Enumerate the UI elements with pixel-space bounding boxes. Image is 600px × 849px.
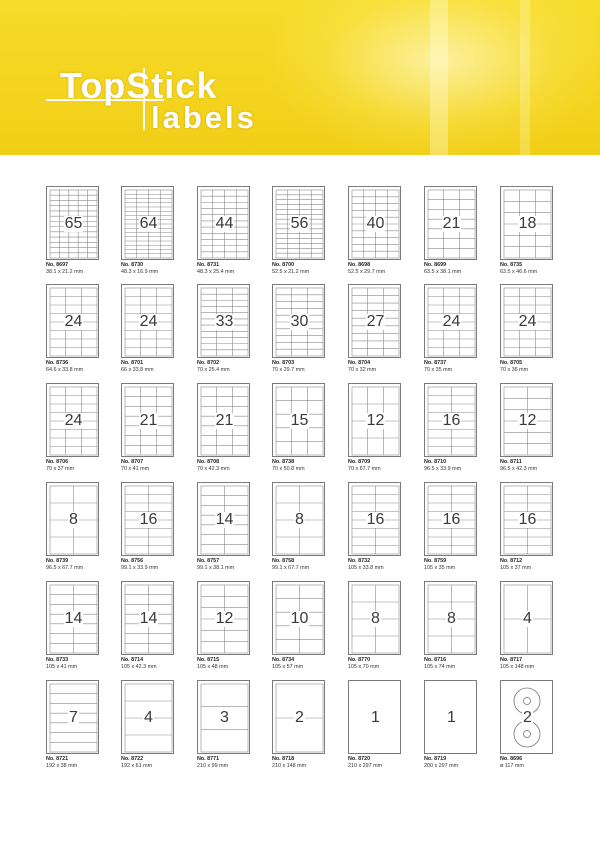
label-sheet-diagram <box>197 581 250 655</box>
label-sheet-diagram <box>121 383 174 457</box>
label-count-wrapper <box>349 384 402 458</box>
label-count-wrapper <box>425 187 478 261</box>
label-sheet-item <box>500 482 562 578</box>
label-sheet-item <box>500 581 562 677</box>
label-sheet-item <box>424 482 486 578</box>
label-sheet-diagram <box>46 186 99 260</box>
label-count-wrapper <box>425 681 478 755</box>
label-sheet-diagram <box>46 284 99 358</box>
label-count-wrapper <box>501 187 554 261</box>
header-banner <box>0 0 600 155</box>
label-count-wrapper <box>198 483 251 557</box>
product-number: No. 8756 <box>121 558 144 564</box>
label-count-wrapper <box>198 582 251 656</box>
label-sheet-item <box>272 284 334 380</box>
label-sheet-item <box>121 581 183 677</box>
label-count: 8 <box>295 511 304 528</box>
label-count: 7 <box>69 709 78 726</box>
label-count: 44 <box>215 215 234 232</box>
label-sheet-item <box>121 680 183 776</box>
header-light-beam <box>430 0 448 155</box>
label-size: 52.5 x 21.2 mm <box>272 269 310 275</box>
label-sheet-item <box>121 186 183 282</box>
label-sheet-diagram <box>121 284 174 358</box>
label-count-wrapper <box>47 384 100 458</box>
label-size: 105 x 33.8 mm <box>348 565 384 571</box>
label-size: 99.1 x 33.9 mm <box>121 565 159 571</box>
label-count-wrapper <box>273 384 326 458</box>
label-count-wrapper <box>122 681 175 755</box>
label-size: 48.3 x 25.4 mm <box>197 269 235 275</box>
product-number: No. 8738 <box>272 459 295 465</box>
product-number: No. 8771 <box>197 756 220 762</box>
label-sheet-diagram <box>424 284 477 358</box>
label-count-wrapper <box>273 187 326 261</box>
label-count-wrapper <box>122 285 175 359</box>
product-number: No. 8719 <box>424 756 447 762</box>
label-sheet-diagram <box>272 186 325 260</box>
label-sheet-diagram <box>500 482 553 556</box>
label-sheet-item <box>424 383 486 479</box>
label-count-wrapper <box>349 285 402 359</box>
product-number: No. 8759 <box>424 558 447 564</box>
label-sheet-item <box>197 581 259 677</box>
label-count-wrapper <box>425 285 478 359</box>
label-count-wrapper <box>501 582 554 656</box>
product-number: No. 8696 <box>500 756 523 762</box>
label-count: 8 <box>447 610 456 627</box>
label-size: 99.1 x 67.7 mm <box>272 565 310 571</box>
label-sheet-diagram <box>500 383 553 457</box>
label-count: 14 <box>139 610 158 627</box>
label-size: 70 x 50.8 mm <box>272 466 305 472</box>
label-sheet-item <box>424 186 486 282</box>
label-count-wrapper <box>425 483 478 557</box>
label-count: 30 <box>290 313 309 330</box>
label-count-wrapper <box>198 681 251 755</box>
product-number: No. 8758 <box>272 558 295 564</box>
label-size: 105 x 70 mm <box>348 664 380 670</box>
header-light-beam <box>520 0 530 155</box>
label-count: 16 <box>139 511 158 528</box>
label-count-wrapper <box>501 681 554 755</box>
label-sheet-diagram <box>272 680 325 754</box>
label-size: 192 x 61 mm <box>121 763 153 769</box>
product-number: No. 8721 <box>46 756 69 762</box>
label-sheet-diagram <box>121 680 174 754</box>
label-size: 70 x 32 mm <box>348 367 377 373</box>
label-size: ø 117 mm <box>500 763 524 769</box>
product-number: No. 8711 <box>500 459 522 465</box>
label-count: 24 <box>442 313 461 330</box>
label-sheet-diagram <box>348 284 401 358</box>
label-size: 105 x 37 mm <box>500 565 532 571</box>
label-count-wrapper <box>47 582 100 656</box>
label-count: 15 <box>290 412 309 429</box>
product-number: No. 8706 <box>46 459 69 465</box>
label-sheet-diagram <box>500 284 553 358</box>
label-sheet-item <box>424 680 486 776</box>
label-sheet-diagram <box>348 383 401 457</box>
label-count-wrapper <box>273 483 326 557</box>
label-size: 105 x 42.3 mm <box>121 664 157 670</box>
label-count-wrapper <box>501 285 554 359</box>
label-sheet-item <box>46 383 108 479</box>
label-sheet-item <box>500 284 562 380</box>
label-size: 70 x 37 mm <box>46 466 75 472</box>
product-number: No. 8737 <box>424 360 447 366</box>
label-sheet-diagram <box>424 186 477 260</box>
label-count-wrapper <box>198 187 251 261</box>
product-number: No. 8712 <box>500 558 523 564</box>
label-sheet-diagram <box>121 482 174 556</box>
product-number: No. 8703 <box>272 360 295 366</box>
label-count-wrapper <box>47 483 100 557</box>
product-number: No. 8732 <box>348 558 371 564</box>
label-sheet-item <box>348 581 410 677</box>
label-sheet-diagram <box>197 186 250 260</box>
label-sheet-item <box>500 383 562 479</box>
label-sheet-diagram <box>272 383 325 457</box>
label-size: 70 x 36 mm <box>500 367 529 373</box>
label-count-wrapper <box>349 483 402 557</box>
product-number: No. 8704 <box>348 360 371 366</box>
label-sheet-item <box>272 482 334 578</box>
product-number: No. 8736 <box>46 360 69 366</box>
label-count: 21 <box>442 215 461 232</box>
label-count: 33 <box>215 313 234 330</box>
label-sheet-diagram <box>348 680 401 754</box>
label-sheet-item <box>46 581 108 677</box>
label-size: 96.5 x 67.7 mm <box>46 565 84 571</box>
label-count: 12 <box>215 610 234 627</box>
label-count-wrapper <box>198 384 251 458</box>
product-number: No. 8717 <box>500 657 523 663</box>
label-sheet-diagram <box>424 482 477 556</box>
label-count: 16 <box>442 511 461 528</box>
label-count-wrapper <box>501 483 554 557</box>
label-count-wrapper <box>273 285 326 359</box>
label-size: 66 x 33.8 mm <box>121 367 154 373</box>
label-size: 210 x 99 mm <box>197 763 229 769</box>
label-count-wrapper <box>349 681 402 755</box>
label-sheet-diagram <box>197 482 250 556</box>
label-count: 14 <box>64 610 83 627</box>
label-size: 70 x 35 mm <box>424 367 453 373</box>
label-sheet-item <box>348 482 410 578</box>
label-count: 14 <box>215 511 234 528</box>
label-count-wrapper <box>501 384 554 458</box>
product-number: No. 8707 <box>121 459 144 465</box>
product-number: No. 8697 <box>46 262 69 268</box>
label-sheet-item <box>500 186 562 282</box>
product-number: No. 8699 <box>424 262 447 268</box>
label-sheet-diagram <box>272 482 325 556</box>
label-count-wrapper <box>425 384 478 458</box>
label-size: 70 x 29.7 mm <box>272 367 305 373</box>
label-sheet-diagram <box>424 680 477 754</box>
label-count: 12 <box>518 412 537 429</box>
label-count: 65 <box>64 215 83 232</box>
label-count-wrapper <box>198 285 251 359</box>
label-size: 96.5 x 33.9 mm <box>424 466 462 472</box>
label-size: 63.5 x 46.6 mm <box>500 269 538 275</box>
label-count: 56 <box>290 215 309 232</box>
label-count: 24 <box>64 412 83 429</box>
label-sheet-diagram <box>348 581 401 655</box>
product-number: No. 8733 <box>46 657 69 663</box>
label-count: 16 <box>442 412 461 429</box>
label-sheet-diagram <box>272 284 325 358</box>
label-sheet-item <box>197 284 259 380</box>
label-sheet-diagram <box>197 284 250 358</box>
label-count: 64 <box>139 215 158 232</box>
label-size: 105 x 57 mm <box>272 664 304 670</box>
product-number: No. 8757 <box>197 558 220 564</box>
label-sheet-item <box>46 482 108 578</box>
label-sheet-item <box>46 284 108 380</box>
label-count-wrapper <box>273 582 326 656</box>
label-sheet-item <box>121 383 183 479</box>
label-size: 105 x 35 mm <box>424 565 456 571</box>
label-count: 18 <box>518 215 537 232</box>
label-sheet-diagram <box>348 186 401 260</box>
label-sheet-diagram <box>424 581 477 655</box>
label-sheet-diagram <box>121 186 174 260</box>
label-count-wrapper <box>122 483 175 557</box>
label-count-wrapper <box>122 582 175 656</box>
product-number: No. 8709 <box>348 459 371 465</box>
product-number: No. 8731 <box>197 262 220 268</box>
product-number: No. 8770 <box>348 657 371 663</box>
product-number: No. 8701 <box>121 360 144 366</box>
label-size: 105 x 148 mm <box>500 664 535 670</box>
label-count: 24 <box>518 313 537 330</box>
label-sheet-diagram <box>272 581 325 655</box>
label-count-wrapper <box>349 187 402 261</box>
label-sheet-diagram <box>197 680 250 754</box>
label-sheet-item <box>348 383 410 479</box>
label-count: 16 <box>366 511 385 528</box>
label-size: 210 x 297 mm <box>348 763 383 769</box>
product-number: No. 8720 <box>348 756 371 762</box>
label-sheet-diagram <box>500 680 553 754</box>
label-sheet-item <box>121 482 183 578</box>
label-sheet-item <box>46 680 108 776</box>
label-sheet-item <box>272 581 334 677</box>
label-size: 70 x 41 mm <box>121 466 150 472</box>
label-count: 40 <box>366 215 385 232</box>
product-number: No. 8716 <box>424 657 447 663</box>
label-sheet-diagram <box>121 581 174 655</box>
label-sheet-item <box>197 186 259 282</box>
product-number: No. 8739 <box>46 558 69 564</box>
label-size: 105 x 74 mm <box>424 664 456 670</box>
label-size: 70 x 25.4 mm <box>197 367 230 373</box>
label-count-wrapper <box>47 187 100 261</box>
label-sheet-diagram <box>197 383 250 457</box>
label-count-wrapper <box>122 384 175 458</box>
label-size: 96.5 x 42.3 mm <box>500 466 538 472</box>
product-number: No. 8715 <box>197 657 220 663</box>
label-sheet-diagram <box>500 186 553 260</box>
brand-title: TopStick <box>60 65 218 106</box>
product-number: No. 8700 <box>272 262 295 268</box>
label-size: 105 x 41 mm <box>46 664 78 670</box>
label-sheet-item <box>348 284 410 380</box>
label-size: 192 x 38 mm <box>46 763 78 769</box>
label-sheet-diagram <box>46 482 99 556</box>
product-number: No. 8718 <box>272 756 295 762</box>
label-sheet-item <box>500 680 562 776</box>
label-count: 8 <box>371 610 380 627</box>
label-sheet-diagram <box>348 482 401 556</box>
label-count-wrapper <box>349 582 402 656</box>
label-sheet-item <box>197 383 259 479</box>
product-number: No. 8730 <box>121 262 144 268</box>
label-count: 2 <box>523 709 532 726</box>
label-count: 21 <box>139 412 158 429</box>
product-number: No. 8722 <box>121 756 144 762</box>
product-number: No. 8734 <box>272 657 295 663</box>
label-count: 24 <box>64 313 83 330</box>
label-count: 4 <box>523 610 532 627</box>
label-sheet-diagram <box>500 581 553 655</box>
label-count: 12 <box>366 412 385 429</box>
label-sheet-item <box>272 680 334 776</box>
label-size: 70 x 67.7 mm <box>348 466 381 472</box>
label-sheet-item <box>272 383 334 479</box>
label-count: 2 <box>295 709 304 726</box>
label-size: 38.1 x 21.2 mm <box>46 269 84 275</box>
label-sheet-item <box>348 186 410 282</box>
product-number: No. 8708 <box>197 459 220 465</box>
label-count-wrapper <box>47 681 100 755</box>
label-count-wrapper <box>122 187 175 261</box>
label-sheet-item <box>46 186 108 282</box>
label-sheet-item <box>197 482 259 578</box>
product-number: No. 8735 <box>500 262 523 268</box>
product-number: No. 8714 <box>121 657 144 663</box>
label-count: 1 <box>371 709 380 726</box>
label-count: 21 <box>215 412 234 429</box>
label-size: 200 x 297 mm <box>424 763 459 769</box>
label-size: 105 x 48 mm <box>197 664 229 670</box>
label-count: 8 <box>69 511 78 528</box>
label-sheet-item <box>424 284 486 380</box>
label-sheet-diagram <box>46 680 99 754</box>
label-size: 70 x 42.3 mm <box>197 466 230 472</box>
label-sheet-diagram <box>46 581 99 655</box>
label-sheet-item <box>197 680 259 776</box>
label-size: 63.5 x 38.1 mm <box>424 269 462 275</box>
label-sheet-item <box>272 186 334 282</box>
product-number: No. 8705 <box>500 360 523 366</box>
label-sheet-item <box>121 284 183 380</box>
label-count: 3 <box>220 709 229 726</box>
label-size: 48.3 x 16.9 mm <box>121 269 159 275</box>
label-count: 10 <box>290 610 309 627</box>
label-count: 4 <box>144 709 153 726</box>
label-size: 64.6 x 33.8 mm <box>46 367 84 373</box>
label-sheet-diagram <box>46 383 99 457</box>
label-size: 52.5 x 29.7 mm <box>348 269 386 275</box>
label-count: 27 <box>366 313 385 330</box>
product-number: No. 8698 <box>348 262 371 268</box>
brand-subtitle: labels <box>151 100 257 135</box>
label-sheet-diagram <box>424 383 477 457</box>
label-count-wrapper <box>425 582 478 656</box>
label-count-wrapper <box>47 285 100 359</box>
label-sheet-item <box>348 680 410 776</box>
label-sheet-item <box>424 581 486 677</box>
label-size: 210 x 148 mm <box>272 763 307 769</box>
product-number: No. 8702 <box>197 360 220 366</box>
label-size: 99.1 x 38.1 mm <box>197 565 235 571</box>
label-count: 16 <box>518 511 537 528</box>
product-number: No. 8710 <box>424 459 447 465</box>
label-count: 1 <box>447 709 456 726</box>
label-count: 24 <box>139 313 158 330</box>
label-count-wrapper <box>273 681 326 755</box>
